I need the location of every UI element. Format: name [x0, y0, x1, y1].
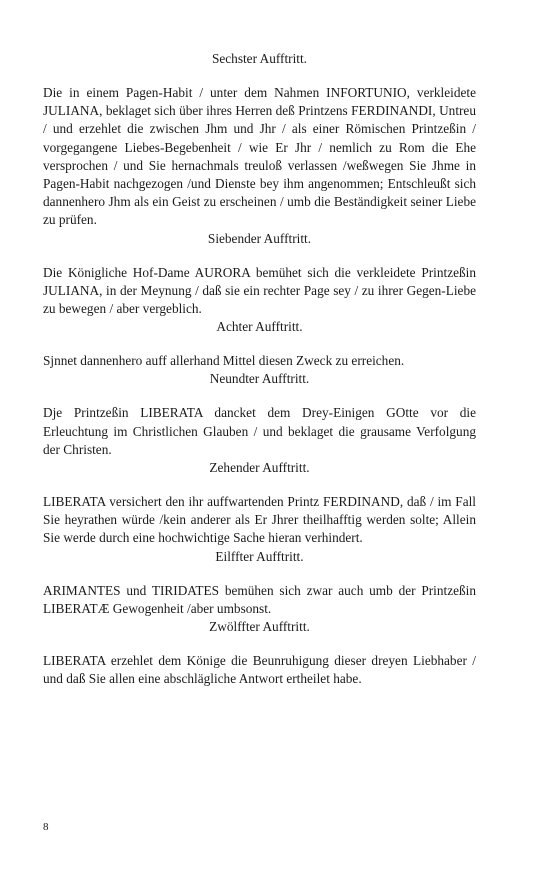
scene-summary: ARIMANTES und TIRIDATES bemühen sich zwar auch umb der Printzeßin LIBERATÆ Gewogenheit /aber umbsonst. [43, 582, 476, 616]
scene-summary: Dje Printzeßin LIBERATA dancket dem Drey-Einigen GOtte vor die Erleuchtung im Christlichen Glauben / und beklaget die grausame Verfolgung der Christen. [43, 405, 476, 457]
page-number: 8 [43, 821, 49, 833]
scene-8 [43, 318, 476, 370]
scene-heading: Siebender Aufftritt. [207, 230, 312, 246]
scene-6 [43, 50, 476, 230]
scene-summary: Die in einem Pagen-Habit / unter dem Nahmen INFORTUNIO, verkleidete JULIANA, beklaget sich über ihres Herren deß Printzens FERDINANDI, Untreu / und erzehlet die zwischen Jhm und Jhr / als einer Römischen Printzeßin / vorgegangene Liebes-Begebenheit / wie Er Jhr / nemlich zu Rom die Ehe versprochen / und Sie hernachmals treuloß verlassen /weßwegen Sie Jhme in Pagen-Habit nachgezogen /und Dienste bey ihm angenommen; Entschleußt sich dannenhero Jhm als ein Geist zu erscheinen / umb die Beständigkeit seiner Liebe zu prüfen. [43, 85, 476, 228]
scene-summary: LIBERATA erzehlet dem Könige die Beunruhigung dieser dreyen Liebhaber / und daß Sie allen eine abschlägliche Antwort ertheilet habe. [43, 653, 476, 687]
scene-12 [43, 618, 476, 688]
scene-heading: Sechster Aufftritt. [211, 51, 308, 66]
scene-heading: Zehender Aufftritt. [209, 460, 310, 476]
scene-heading: Achter Aufftritt. [216, 319, 303, 335]
scene-summary: LIBERATA versichert den ihr auffwartenden Printz FERDINAND, daß / im Fall Sie heyrathen würde /kein anderer als Er Jhrer theilhafftig werden solte; Allein Sie werde durch eine hochwichtige Sache hieran verhindert. [43, 494, 476, 546]
scene-7 [43, 230, 476, 319]
scene-heading: Neundter Aufftritt. [209, 371, 310, 387]
scene-9 [43, 370, 476, 459]
scene-11 [43, 548, 476, 618]
page-body [43, 50, 476, 688]
scene-summary: Die Königliche Hof-Dame AURORA bemühet sich die verkleidete Printzeßin JULIANA, in der Meynung / daß sie ein rechter Page sey / zu ihrer Gegen-Liebe zu bewegen / aber vergeblich. [43, 264, 476, 317]
scene-heading: Eilffter Aufftritt. [215, 548, 304, 564]
scene-heading: Zwölffter Aufftritt. [209, 619, 310, 635]
scene-10 [43, 459, 476, 548]
scene-summary: Sjnnet dannenhero auff allerhand Mittel diesen Zweck zu erreichen. [43, 353, 405, 369]
